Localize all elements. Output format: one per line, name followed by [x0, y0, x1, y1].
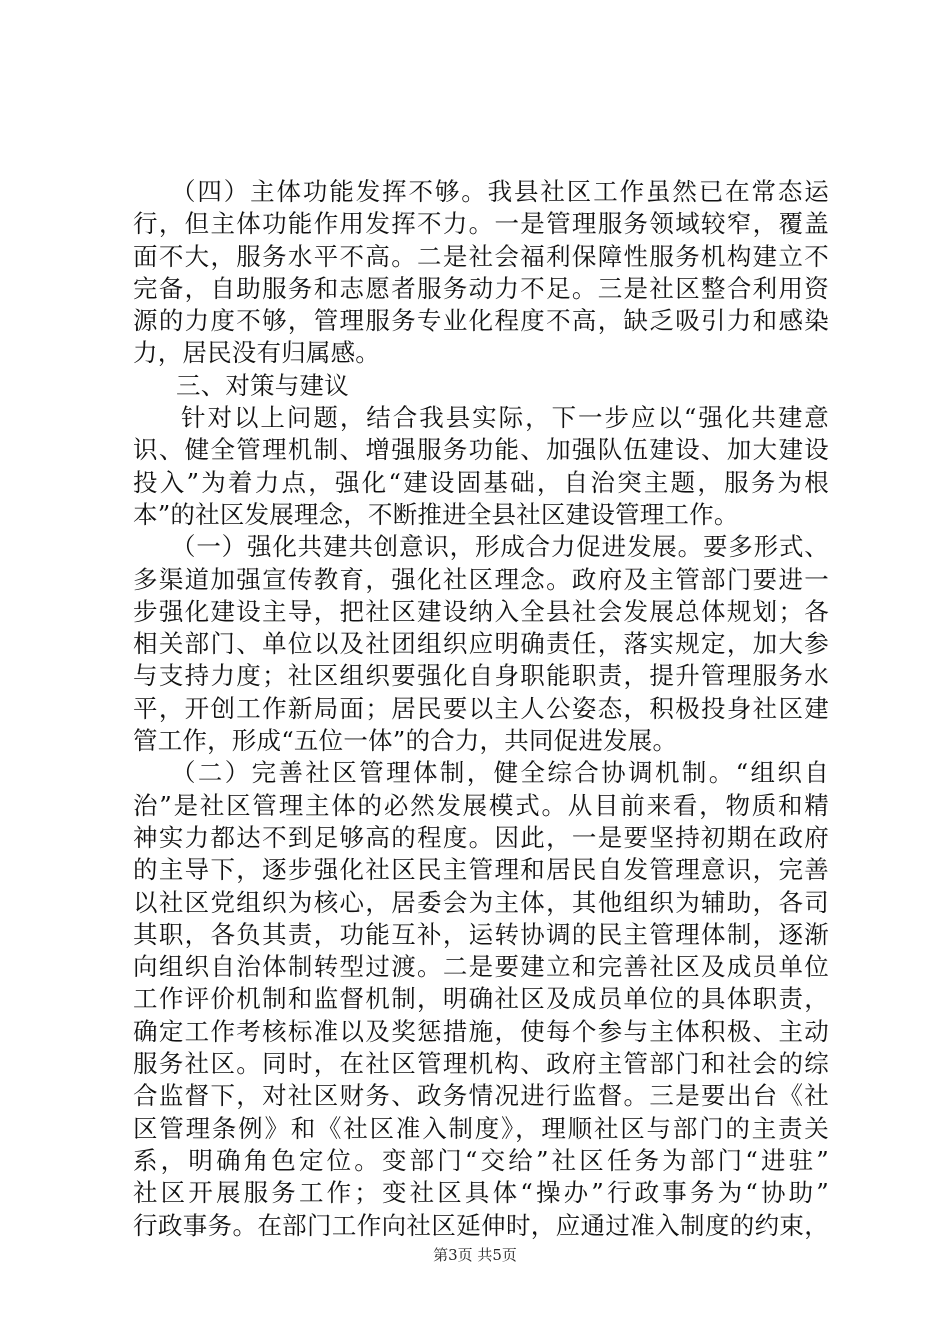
page-footer: 第3页 共5页: [433, 1246, 517, 1264]
text-line: 治”是社区管理主体的必然发展模式。从目前来看，物质和精: [133, 790, 829, 820]
text-line: 神实力都达不到足够高的程度。因此，一是要坚持初期在政府: [133, 822, 829, 852]
text-line: 面不大，服务水平不高。二是社会福利保障性服务机构建立不: [133, 241, 829, 271]
text-line: 步强化建设主导，把社区建设纳入全县社会发展总体规划；各: [133, 596, 829, 626]
text-line: 识、健全管理机制、增强服务功能、加强队伍建设、加大建设: [133, 435, 829, 465]
text-line: 服务社区。同时，在社区管理机构、政府主管部门和社会的综: [133, 1049, 829, 1079]
text-line: 与支持力度；社区组织要强化自身职能职责，提升管理服务水: [133, 661, 829, 691]
text-line: 向组织自治体制转型过渡。二是要建立和完善社区及成员单位: [133, 952, 829, 982]
text-line: 区管理条例》和《社区准入制度》，理顺社区与部门的主责关: [133, 1113, 829, 1143]
section-heading: 三、对策与建议: [176, 370, 349, 400]
text-line: 确定工作考核标准以及奖惩措施，使每个参与主体积极、主动: [133, 1016, 829, 1046]
text-line: 合监督下，对社区财务、政务情况进行监督。三是要出台《社: [133, 1081, 829, 1111]
text-line: 社区开展服务工作；变社区具体“操办”行政事务为“协助”: [133, 1178, 829, 1208]
text-line: （一）强化共建共创意识，形成合力促进发展。要多形式、: [171, 532, 829, 562]
text-line: 多渠道加强宣传教育，强化社区理念。政府及主管部门要进一: [133, 564, 829, 594]
text-line: 平，开创工作新局面；居民要以主人公姿态，积极投身社区建: [133, 693, 829, 723]
text-line: （二）完善社区管理体制，健全综合协调机制。“组织自: [171, 758, 829, 788]
text-line: 行政事务。在部门工作向社区延伸时，应通过准入制度的约束，: [133, 1210, 829, 1240]
text-line: 相关部门、单位以及社团组织应明确责任，落实规定，加大参: [133, 629, 829, 659]
text-line: 系，明确角色定位。变部门“交给”社区任务为部门“进驻”: [133, 1145, 829, 1175]
text-line: 投入”为着力点，强化“建设固基础，自治突主题，服务为根: [133, 467, 829, 497]
text-line: 力，居民没有归属感。: [133, 338, 380, 368]
text-line: 完备，自助服务和志愿者服务动力不足。三是社区整合利用资: [133, 273, 829, 303]
text-line: （四）主体功能发挥不够。我县社区工作虽然已在常态运: [171, 177, 829, 206]
text-line: 其职，各负其责，功能互补，运转协调的民主管理体制，逐渐: [133, 919, 829, 949]
text-line: 工作评价机制和监督机制，明确社区及成员单位的具体职责，: [133, 984, 829, 1014]
text-line: 管工作，形成“五位一体”的合力，共同促进发展。: [133, 726, 678, 756]
text-line: 源的力度不够，管理服务专业化程度不高，缺乏吸引力和感染: [133, 306, 829, 336]
text-line: 行，但主体功能作用发挥不力。一是管理服务领域较窄，覆盖: [133, 209, 829, 239]
text-line: 以社区党组织为核心，居委会为主体，其他组织为辅助，各司: [133, 887, 829, 917]
document-body: [133, 176, 829, 1242]
text-line: 针对以上问题，结合我县实际，下一步应以“强化共建意: [181, 403, 829, 433]
text-line: 的主导下，逐步强化社区民主管理和居民自发管理意识，完善: [133, 855, 829, 885]
text-line: 本”的社区发展理念，不断推进全县社区建设管理工作。: [133, 499, 739, 529]
